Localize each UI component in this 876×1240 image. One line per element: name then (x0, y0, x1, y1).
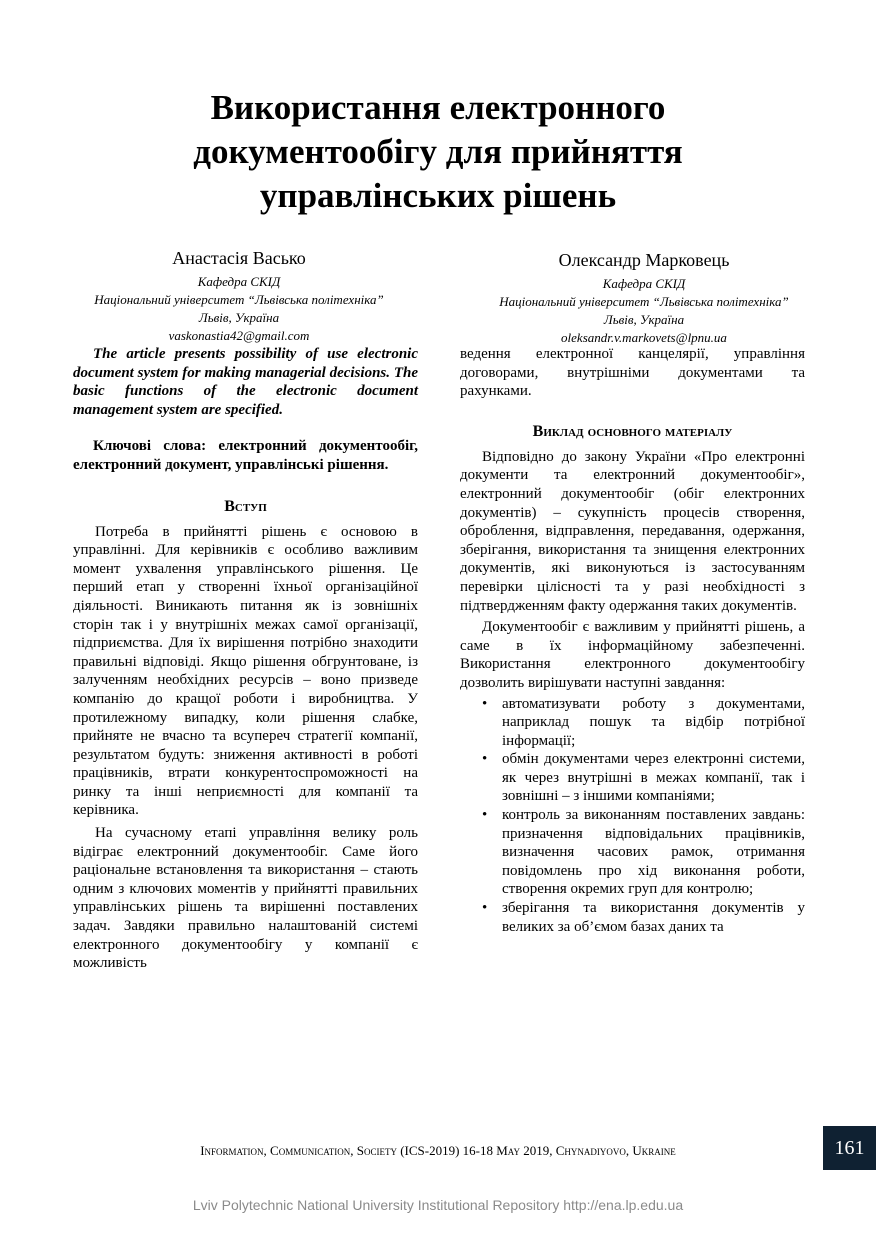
main-paragraph-1: Відповідно до закону України «Про електронні документи та електронний документообіг», електронний документообіг (обіг електронних документів) – сукупність процесів створення, оброблення, відправлення, передавання, одержання, зберігання, використання та знищення електронних документів, які виконуються із застосуванням перевірки цілісності та у разі необхідності з підтвердженням факту одержання таких документів. (460, 448, 805, 614)
author-university: Національний університет “Львівська політехніка” (499, 294, 789, 309)
main-paragraph-2: Документообіг є важливим у прийнятті рішень, а саме в їх інформаційному забезпеченні. Використання електронного документообігу дозволить вирішувати наступні завдання: (460, 619, 805, 691)
title-line-3: управлінських рішень (259, 176, 617, 215)
repository-footer[interactable]: Lviv Polytechnic National University Institutional Repository http://ena.lp.edu.ua (192, 1197, 684, 1213)
author-block-2 (460, 249, 828, 347)
continuation-paragraph: ведення електронної канцелярії, управління договорами, внутрішніми документами та рахунками. (460, 346, 805, 400)
intro-paragraph-2: На сучасному етапі управління велику роль відіграє електронний документообіг. Саме його раціональне встановлення та використання – стають одним з ключових моментів у прийнятті правильних управлінських рішень та вирішенні поставлених задач. Завдяки правильно налаштованій системі електронного документообігу у компанії є можливість (73, 825, 418, 972)
author-university: Національний університет “Львівська політехніка” (94, 292, 384, 307)
page-number: 161 (823, 1126, 876, 1170)
heading-initial: В (224, 497, 235, 515)
intro-paragraph-1: Потреба в прийнятті рішень є основою в управлінні. Для керівників є особливо важливим момент ухвалення управлінського рішення. Це перший етап у створенні їхньої організаційної діяльності. Виникають питання як із зовнішніх сторін так і у внутрішніх межах самої організації, підприємства. Для їх вирішення потрібно знаходити правильні відповіді. Якщо рішення обгрунтоване, із залученням необхідних ресурсів – воно призведе компанію до кращої роботи і виробництва. У протилежному випадку, коли рішення слабке, прийняте не вчасно та всупереч стратегії компанії, результатом будуть: зниження активності в роботі працівників, втрати конкурентоспроможності на ринку та інші неприємності для компанії та керівника. (73, 523, 418, 819)
title-line-1: Використання електронного (210, 88, 666, 127)
right-column (460, 345, 805, 936)
author-department: Кафедра СКІД (602, 276, 686, 291)
author-name: Анастасія Васько (172, 248, 306, 268)
author-block-1 (58, 247, 420, 345)
list-item: • контроль за виконанням поставлених завдань: призначення відповідальних працівників, визначення часових рамок, отримання повідомлень про хід виконання роботи, створення окремих груп для контролю; (460, 806, 805, 899)
left-column (73, 345, 418, 973)
title-line-2: документообігу для прийняття (193, 132, 683, 171)
author-city: Львів, Україна (603, 312, 685, 327)
section-heading-main (460, 422, 805, 442)
list-item: • зберігання та використання документів у великих за об’ємом базах даних та (460, 899, 805, 936)
heading-initial: В (532, 422, 544, 440)
heading-rest: иклад основного матеріалу (543, 422, 733, 440)
author-name: Олександр Марковець (558, 250, 730, 270)
heading-rest: ступ (234, 497, 267, 515)
paper-title (60, 86, 816, 218)
author-email[interactable]: oleksandr.v.markovets@lpnu.ua (561, 330, 727, 345)
list-item: • автоматизувати роботу з документами, наприклад пошук та відбір потрібної інформації; (460, 695, 805, 751)
section-heading-intro (73, 497, 418, 517)
keywords: Ключові слова: електронний документообіг, електронний документ, управлінські рішення. (73, 438, 418, 473)
author-city: Львів, Україна (198, 310, 280, 325)
abstract: The article presents possibility of use electronic document system for making managerial decisions. The basic functions of the electronic document management system are specified. (73, 346, 418, 418)
author-email[interactable]: vaskonastia42@gmail.com (168, 328, 310, 343)
list-item: • обмін документами через електронні системи, як через внутрішні в межах компанії, так і зовнішні – з іншими компаніями; (460, 750, 805, 806)
conference-footer: Information, Communication, Society (ICS-2019) 16-18 May 2019, Chynadiyovo, Ukraine (200, 1143, 676, 1158)
author-department: Кафедра СКІД (197, 274, 281, 289)
task-list (460, 695, 805, 937)
